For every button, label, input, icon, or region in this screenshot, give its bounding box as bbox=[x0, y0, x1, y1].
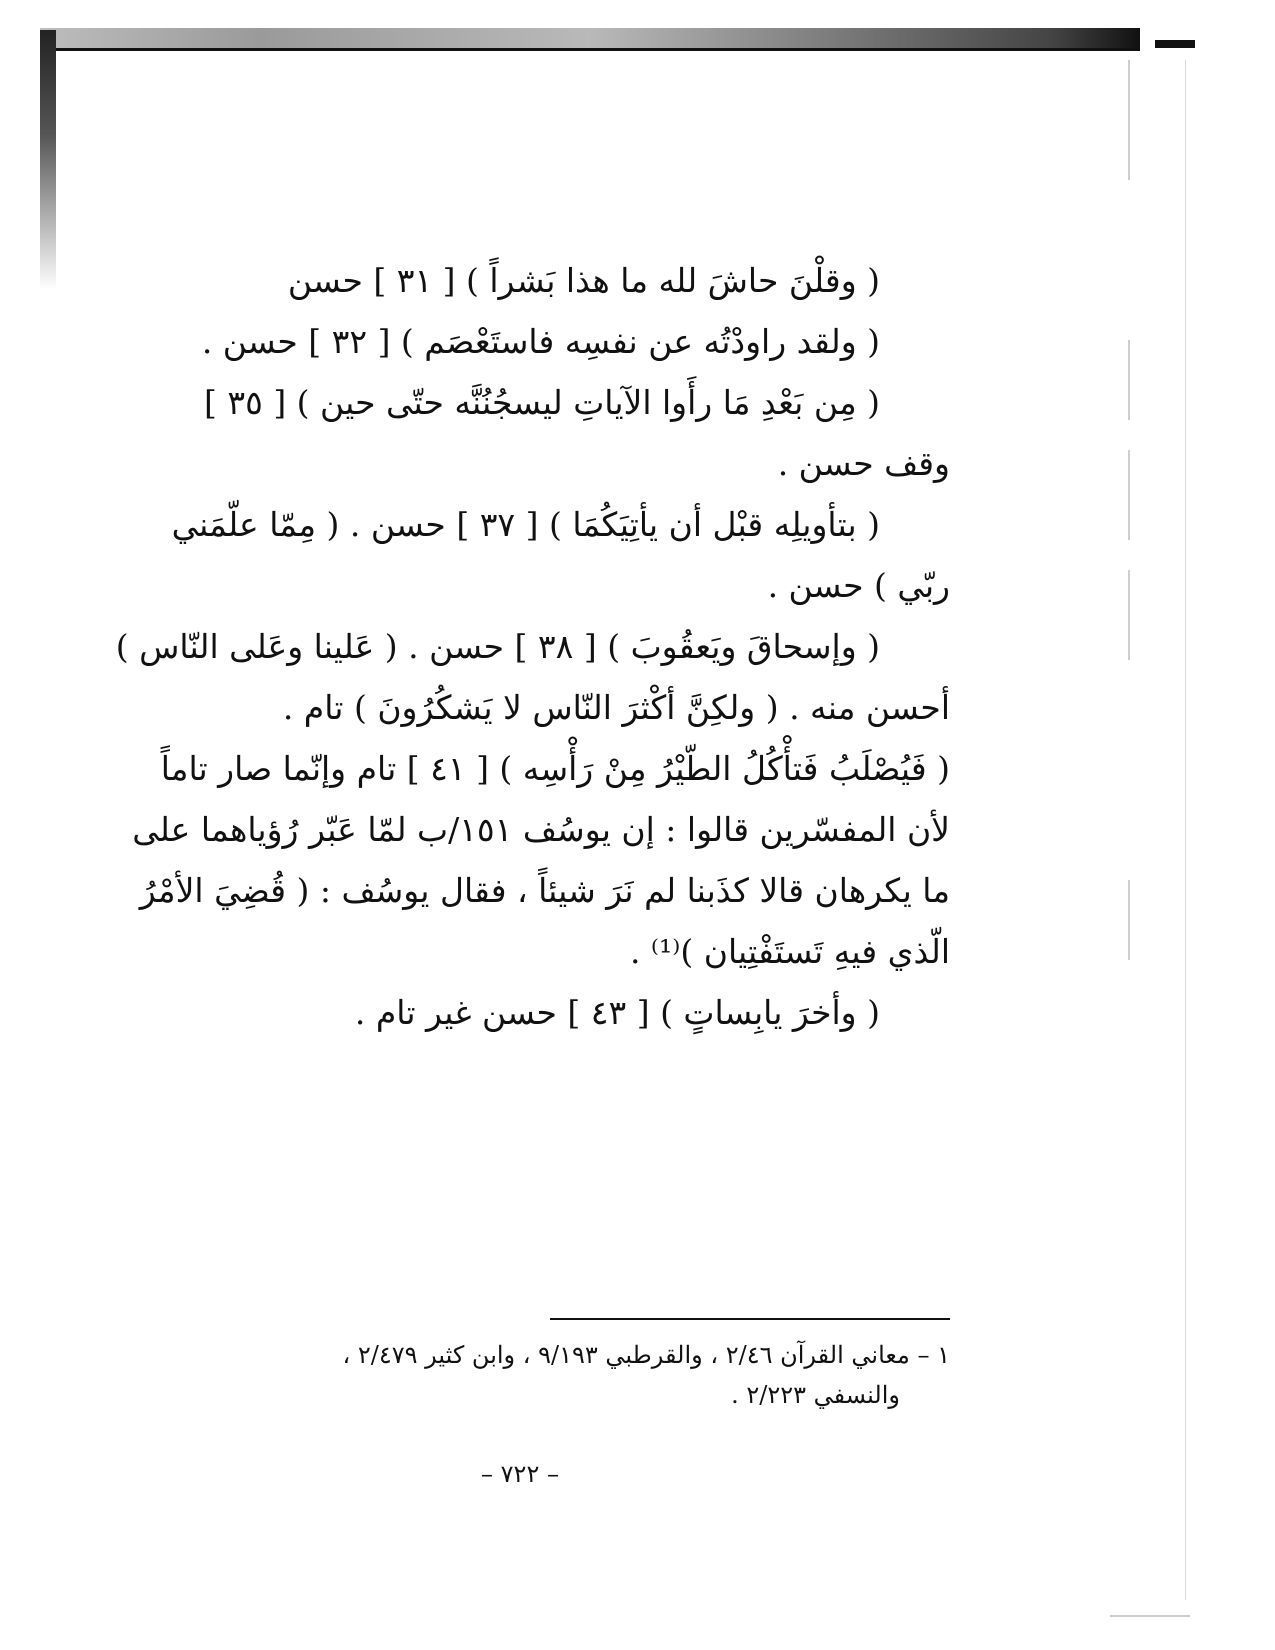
footnote-line-1: ١ – معاني القرآن ٢/٤٦ ، والقرطبي ٩/١٩٣ ، وابن كثير ٢/٤٧٩ ، bbox=[342, 1341, 950, 1369]
scan-right-line bbox=[1128, 880, 1130, 960]
scan-right-margin-line bbox=[1185, 60, 1186, 1600]
scan-left-shadow bbox=[40, 30, 56, 290]
scan-right-line bbox=[1128, 60, 1130, 180]
footnotes bbox=[150, 1335, 950, 1415]
text-line-5: ( بتأويلِه قبْل أن يأتِيَكُمَا ) [ ٣٧ ] حسن . ( مِمّا علّمَني bbox=[171, 505, 880, 544]
scan-top-shadow bbox=[40, 28, 1140, 50]
text-line-1: ( وقلْنَ حاشَ لله ما هذا بَشراً ) [ ٣١ ] حسن bbox=[287, 261, 880, 300]
text-line-9: ( فَيُصْلَبُ فَتأْكُلُ الطّيْرُ مِنْ رَأْسِه ) [ ٤١ ] تام وإنّما صار تاماً bbox=[160, 749, 950, 788]
page-number: – ٧٢٢ – bbox=[481, 1460, 559, 1488]
text-line-12: الّذي فيهِ تَستَفْتِيان )⁽¹⁾ . bbox=[629, 932, 950, 971]
text-line-4: وقف حسن . bbox=[777, 444, 950, 483]
scan-right-mark bbox=[1155, 40, 1195, 48]
footnote-divider bbox=[550, 1318, 950, 1320]
text-line-10: لأن المفسّرين قالوا : إن يوسُف ١٥١/ب لمّا عَبّر رُؤياهما على bbox=[132, 810, 950, 849]
text-line-3: ( مِن بَعْدِ مَا رأَوا الآياتِ ليسجُنُنَّه حتّى حين ) [ ٣٥ ] bbox=[204, 383, 880, 422]
scan-bottom-mark bbox=[1110, 1615, 1190, 1617]
scan-right-line bbox=[1128, 340, 1130, 420]
text-line-6: ربّي ) حسن . bbox=[767, 566, 950, 605]
text-line-2: ( ولقد راودْتُه عن نفسِه فاستَعْصَم ) [ ٣٢ ] حسن . bbox=[201, 322, 880, 361]
main-text bbox=[115, 250, 950, 1043]
scan-right-line bbox=[1128, 450, 1130, 540]
footnote-line-2: والنسفي ٢/٢٢٣ . bbox=[731, 1381, 900, 1409]
scan-top-edge bbox=[40, 48, 1140, 51]
text-line-8: أحسن منه . ( ولكِنَّ أكْثرَ النّاس لا يَشكُرُونَ ) تام . bbox=[282, 688, 950, 727]
text-line-13: ( وأخرَ يابِساتٍ ) [ ٤٣ ] حسن غير تام . bbox=[354, 993, 880, 1032]
text-line-7: ( وإسحاقَ ويَعقُوبَ ) [ ٣٨ ] حسن . ( عَلينا وعَلى النّاس ) bbox=[115, 627, 880, 666]
text-line-11: ما يكرهان قالا كذَبنا لم نَرَ شيئاً ، فقال يوسُف : ( قُضِيَ الأمْرُ bbox=[139, 871, 950, 910]
scan-right-line bbox=[1128, 570, 1130, 660]
